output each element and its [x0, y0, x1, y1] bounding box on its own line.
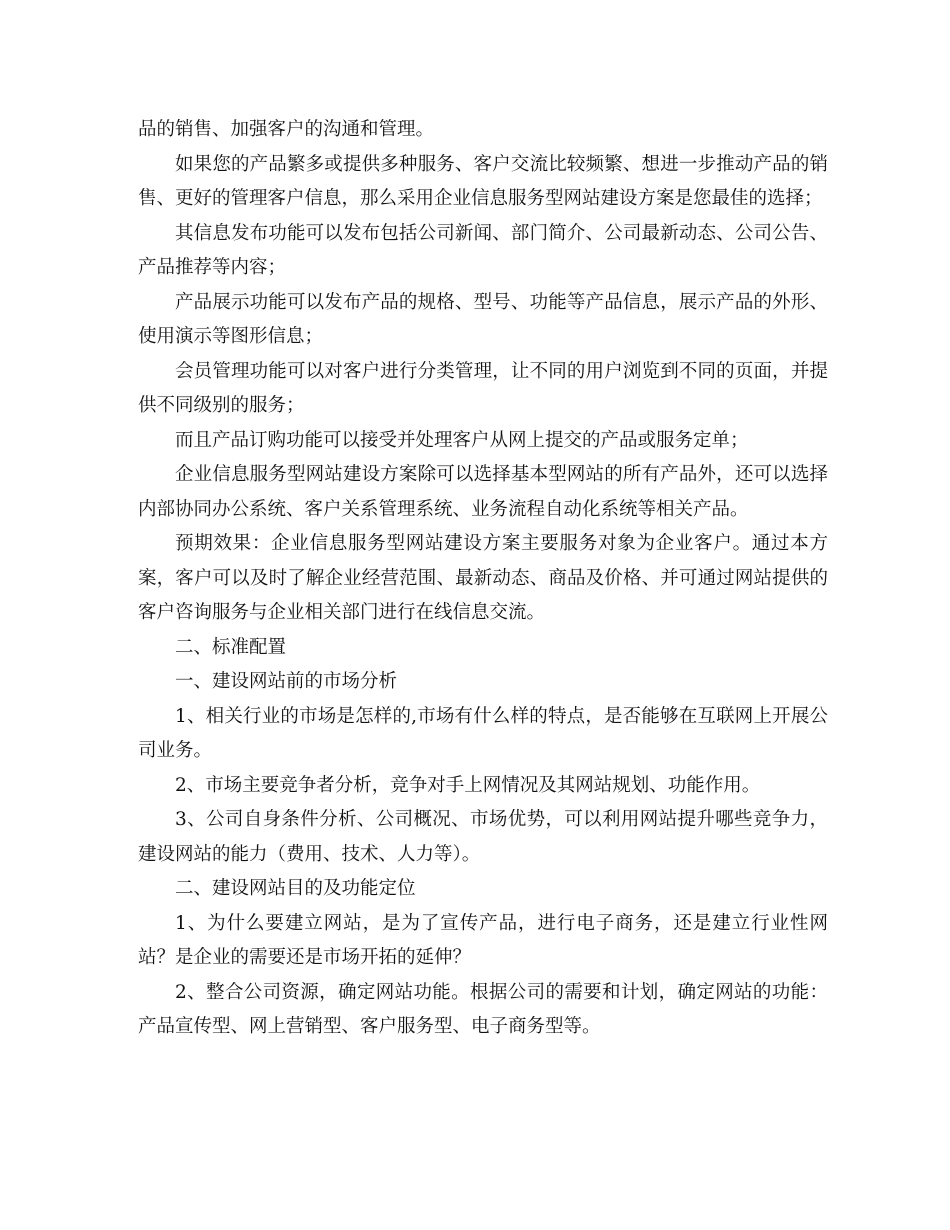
list-item: 1、为什么要建立网站，是为了宣传产品，进行电子商务，还是建立行业性网站？是企业的需要还是市场开拓的延伸？	[138, 912, 828, 968]
list-item: 2、整合公司资源，确定网站功能。根据公司的需要和计划，确定网站的功能：产品宣传型、网上营销型、客户服务型、电子商务型等。	[138, 981, 828, 1037]
paragraph: 如果您的产品繁多或提供多种服务、客户交流比较频繁、想进一步推动产品的销售、更好的管理客户信息，那么采用企业信息服务型网站建设方案是您最佳的选择；	[138, 153, 828, 209]
document-body	[138, 113, 828, 1045]
paragraph: 产品展示功能可以发布产品的规格、型号、功能等产品信息，展示产品的外形、使用演示等图形信息；	[138, 291, 828, 347]
list-item: 2、市场主要竞争者分析，竞争对手上网情况及其网站规划、功能作用。	[175, 774, 761, 796]
paragraph-continuation: 品的销售、加强客户的沟通和管理。	[138, 119, 435, 140]
paragraph: 而且产品订购功能可以接受并处理客户从网上提交的产品或服务定单；	[175, 429, 749, 451]
subsection-heading: 二、建设网站目的及功能定位	[175, 878, 416, 899]
paragraph: 其信息发布功能可以发布包括公司新闻、部门简介、公司最新动态、公司公告、产品推荐等内容；	[138, 222, 828, 278]
section-heading: 二、标准配置	[175, 636, 287, 658]
list-item: 3、公司自身条件分析、公司概况、市场优势，可以利用网站提升哪些竞争力，建设网站的能力（费用、技术、人力等）。	[138, 809, 828, 865]
paragraph: 企业信息服务型网站建设方案除可以选择基本型网站的所有产品外，还可以选择内部协同办公系统、客户关系管理系统、业务流程自动化系统等相关产品。	[138, 464, 828, 520]
subsection-heading: 一、建设网站前的市场分析	[175, 671, 398, 692]
paragraph: 会员管理功能可以对客户进行分类管理，让不同的用户浏览到不同的页面，并提供不同级别的服务；	[138, 360, 828, 416]
paragraph: 预期效果：企业信息服务型网站建设方案主要服务对象为企业客户。通过本方案，客户可以及时了解企业经营范围、最新动态、商品及价格、并可通过网站提供的客户咨询服务与企业相关部门进行在线信息交流。	[138, 533, 828, 623]
list-item: 1、相关行业的市场是怎样的,市场有什么样的特点，是否能够在互联网上开展公司业务。	[138, 705, 828, 761]
